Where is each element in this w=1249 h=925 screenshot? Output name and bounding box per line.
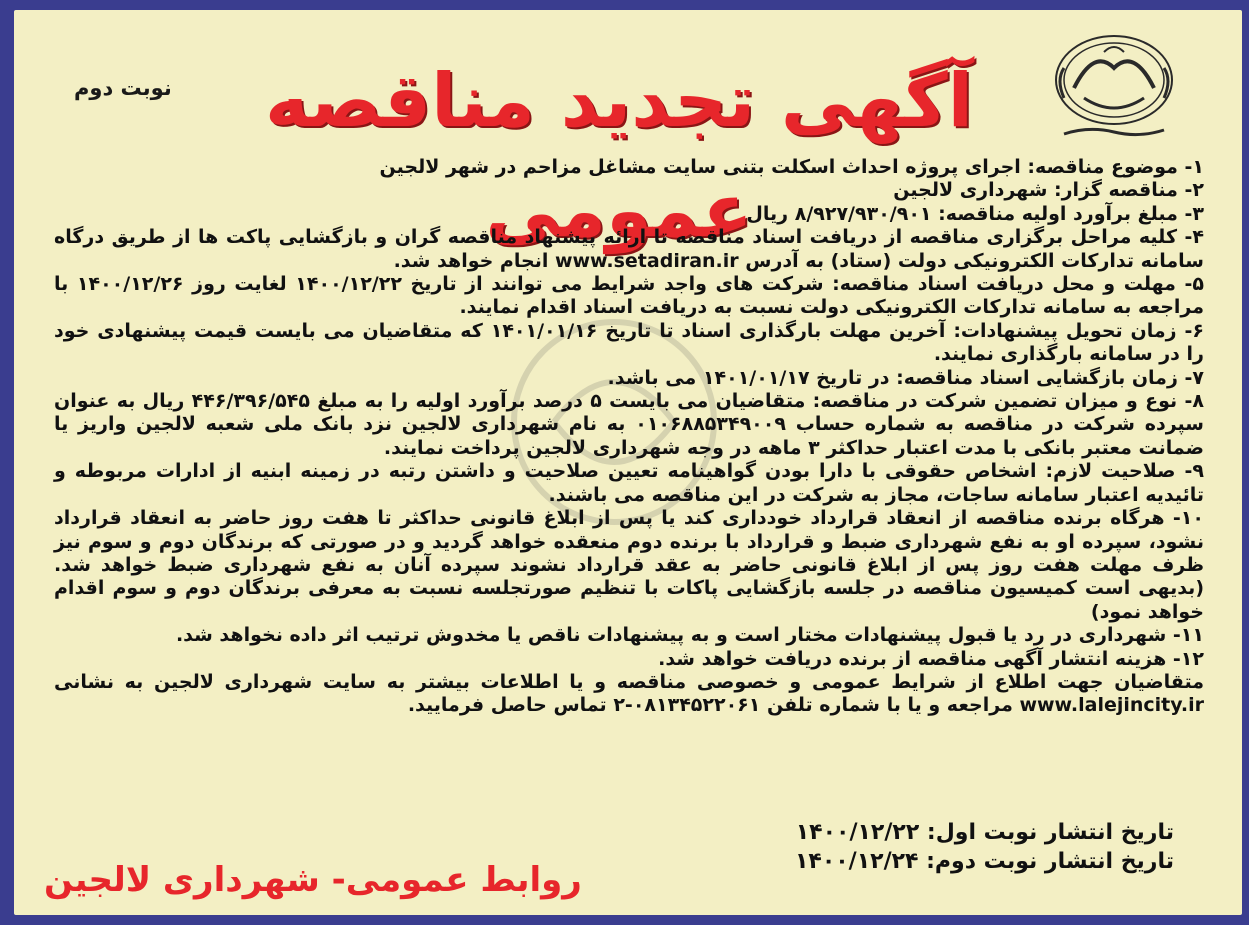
- first-publish-date: تاریخ انتشار نوبت اول: ۱۴۰۰/۱۲/۲۲: [795, 820, 1174, 845]
- page-title: آگهی تجدید مناقصه عمومی: [264, 58, 974, 254]
- notice-body: [54, 156, 1204, 718]
- notice-item: ۱- موضوع مناقصه: اجرای پروژه احداث اسکلت بتنی سایت مشاغل مزاحم در شهر لالجین: [379, 156, 1204, 178]
- signature: روابط عمومی- شهرداری لالجین: [44, 860, 582, 900]
- notice-item: ۵- مهلت و محل دریافت اسناد مناقصه: شرکت های واجد شرایط می توانند از تاریخ ۱۴۰۰/۱۲/۲۲ لغایت روز ۱۴۰۰/۱۲/۲۶ با مراجعه به سامانه تدارکات الکترونیکی دولت نسبت به دریافت اسناد اقدام نمایند.: [54, 273, 1204, 319]
- edition-label: نوبت دوم: [74, 76, 172, 100]
- notice-item: ۷- زمان بازگشایی اسناد مناقصه: در تاریخ ۱۴۰۱/۰۱/۱۷ می باشد.: [607, 366, 1204, 389]
- notice-item: ۲- مناقصه گزار: شهرداری لالجین: [893, 179, 1204, 202]
- notice-item: ۹- صلاحیت لازم: اشخاص حقوقی با دارا بودن گواهینامه تعیین صلاحیت و داشتن رتبه در زمینه ابنیه از ادارات مربوطه و تائیدیه اعتبار سامانه ساجات، مجاز به شرکت در این مناقصه می باشند.: [54, 460, 1204, 506]
- notice-item: ۳- مبلغ برآورد اولیه مناقصه: ۸/۹۲۷/۹۳۰/۹۰۱ ریال: [746, 202, 1204, 225]
- notice-item: ۸- نوع و میزان تضمین شرکت در مناقصه: متقاضیان می بایست ۵ درصد برآورد اولیه را به مبلغ ۴۴۶/۳۹۶/۵۴۵ ریال به عنوان سپرده شرکت در مناقصه به شماره حساب ۰۱۰۶۸۸۵۳۴۹۰۰۹ به نام شهرداری لالجین نزد بانک ملی شعبه لالجین واریز یا ضمانت معتبر بانکی با مدت اعتبار حداکثر ۳ ماهه در وجه شهرداری لالجین پرداخت نمایند.: [54, 390, 1204, 459]
- publish-dates: [795, 818, 1174, 876]
- notice-item: ۱۲- هزینه انتشار آگهی مناقصه از برنده دریافت خواهد شد.: [658, 647, 1204, 670]
- notice-item: ۱۱- شهرداری در رد یا قبول پیشنهادات مختار است و به پیشنهادات ناقص یا مخدوش ترتیب اثر داده نخواهد شد.: [175, 624, 1204, 647]
- contact-info: متقاضیان جهت اطلاع از شرایط عمومی و خصوصی مناقصه و یا اطلاعات بیشتر به سایت شهرداری لالجین به نشانی www.lalejincity.ir مراجعه و یا با شماره تلفن ۰۸۱۳۴۵۲۲۰۶۱-۲ تماس حاصل فرمایید.: [54, 670, 1204, 717]
- notice-item: ۴- کلیه مراحل برگزاری مناقصه از دریافت اسناد مناقصه تا ارائه پیشنهاد مناقصه گران و بازگشایی پاکت ها از طریق درگاه سامانه تدارکات الکترونیکی دولت (ستاد) به آدرس www.setadiran.ir انجام خواهد شد.: [54, 226, 1204, 272]
- second-publish-date: تاریخ انتشار نوبت دوم: ۱۴۰۰/۱۲/۲۴: [794, 849, 1174, 874]
- notice-item: ۱۰- هرگاه برنده مناقصه از انعقاد قرارداد خودداری کند یا پس از ابلاغ قانونی حداکثر تا هفت روز حاضر به انعقاد قرارداد نشود، سپرده او به نفع شهرداری ضبط و قرارداد با برنده دوم منعقده خواهد گردید و در صورتی که برندگان دوم و سوم نیز ظرف مهلت هفت روز پس از ابلاغ قانونی حاضر به عقد قرارداد نشوند سپرده آنان به نفع شهرداری ضبط خواهد شد. (بدیهی است کمیسیون مناقصه در جلسه بازگشایی پاکات با تنظیم صورتجلسه نسبت به معرفی برندگان دوم و سوم اقدام خواهد نمود): [54, 507, 1204, 623]
- notice-paper: [14, 10, 1242, 915]
- municipality-logo-icon: [1034, 28, 1194, 146]
- notice-item: ۶- زمان تحویل پیشنهادات: آخرین مهلت بارگذاری اسناد تا تاریخ ۱۴۰۱/۰۱/۱۶ که متقاضیان می بایست قیمت پیشنهادی خود را در سامانه بارگذاری نمایند.: [54, 319, 1205, 366]
